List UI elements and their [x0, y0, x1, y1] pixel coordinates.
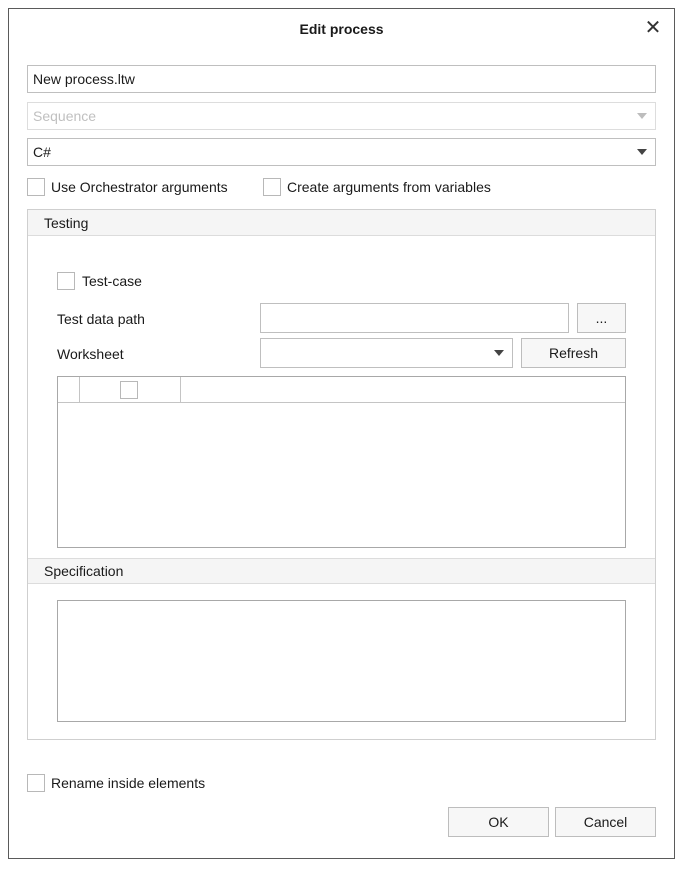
chevron-down-icon — [637, 113, 647, 119]
close-icon[interactable]: ✕ — [644, 17, 662, 39]
process-type-value: Sequence — [33, 108, 97, 124]
worksheet-select[interactable] — [260, 338, 513, 368]
process-name-input[interactable] — [27, 65, 656, 93]
browse-button[interactable] — [577, 303, 626, 333]
grid-select-all-checkbox[interactable] — [120, 381, 138, 399]
refresh-button-label: Refresh — [548, 345, 599, 361]
testing-section-header — [28, 210, 655, 236]
ok-button[interactable] — [448, 807, 549, 837]
test-data-path-input[interactable] — [260, 303, 569, 333]
create-arguments-checkbox[interactable] — [263, 178, 281, 196]
specification-header-label: Specification — [44, 563, 124, 579]
chevron-down-icon — [494, 350, 504, 356]
worksheet-label: Worksheet — [57, 346, 124, 362]
use-orchestrator-label: Use Orchestrator arguments — [51, 179, 228, 195]
grid-column-divider — [79, 377, 80, 403]
ok-button-label: OK — [488, 814, 509, 830]
cancel-button-label: Cancel — [583, 814, 628, 830]
testing-header-label: Testing — [44, 214, 89, 231]
dialog-title: Edit process — [299, 21, 384, 37]
test-data-grid[interactable] — [57, 376, 626, 548]
rename-inside-elements-checkbox[interactable] — [27, 774, 45, 792]
test-case-checkbox[interactable] — [57, 272, 75, 290]
language-value: C# — [33, 144, 51, 160]
language-select[interactable] — [27, 138, 656, 166]
edit-process-dialog — [8, 8, 675, 859]
testing-specification-panel — [27, 209, 656, 740]
use-orchestrator-checkbox[interactable] — [27, 178, 45, 196]
test-data-path-label: Test data path — [57, 311, 145, 327]
cancel-button[interactable] — [555, 807, 656, 837]
grid-header-row — [58, 377, 625, 403]
grid-column-divider — [180, 377, 181, 403]
specification-textarea[interactable] — [57, 600, 626, 722]
process-name-value: New process.ltw — [33, 71, 135, 87]
specification-section-header — [28, 558, 655, 584]
create-arguments-label: Create arguments from variables — [287, 179, 491, 195]
chevron-down-icon — [637, 149, 647, 155]
process-type-select — [27, 102, 656, 130]
rename-inside-elements-label: Rename inside elements — [51, 775, 206, 791]
refresh-button[interactable] — [521, 338, 626, 368]
browse-button-label: ... — [595, 310, 608, 326]
test-case-label: Test-case — [82, 273, 142, 289]
